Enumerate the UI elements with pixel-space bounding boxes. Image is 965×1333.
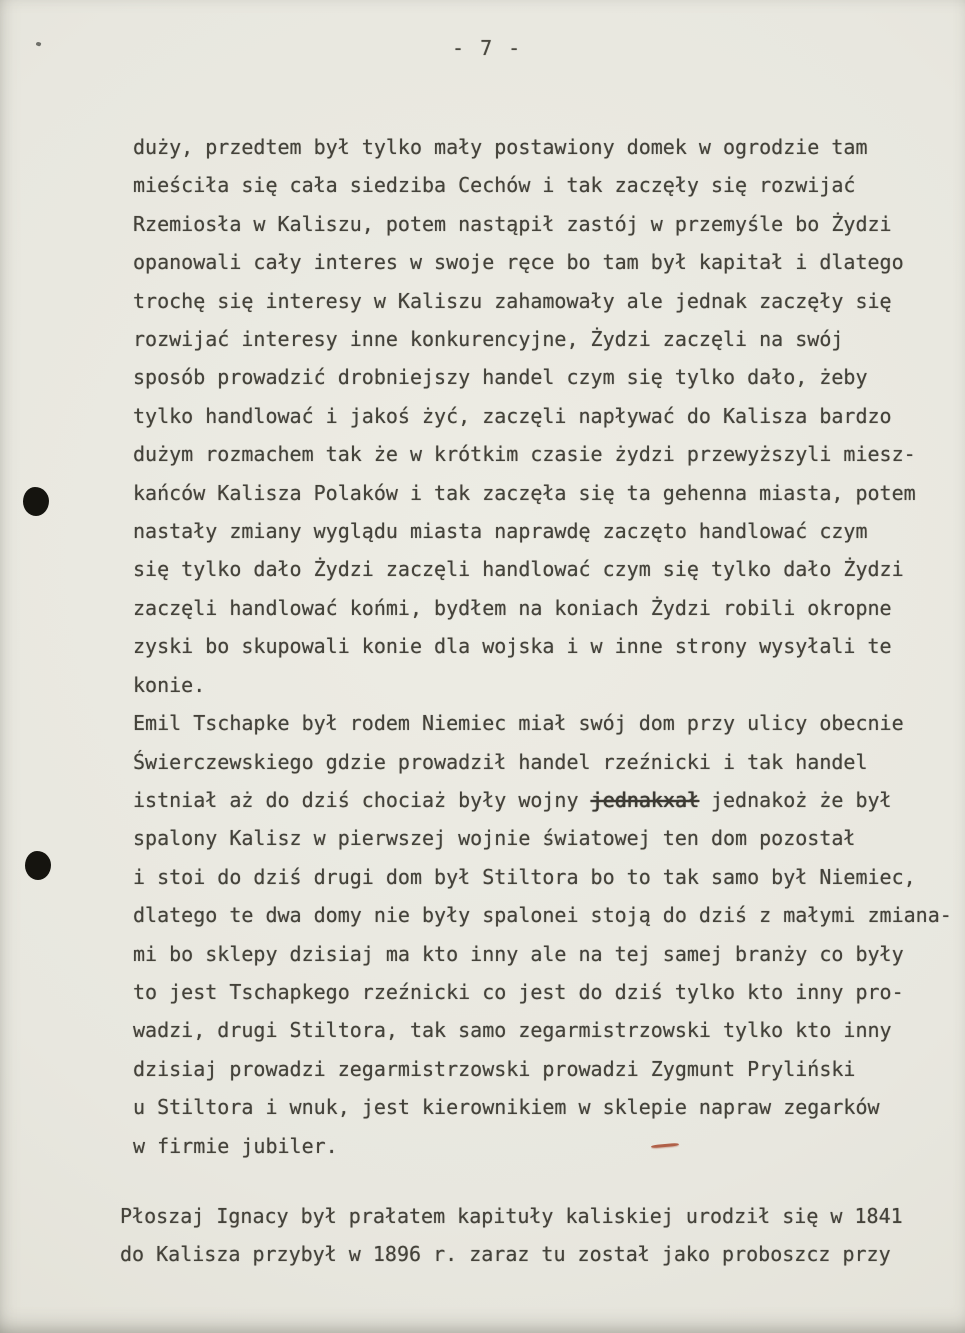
text-segment: dlatego te dwa domy nie były spalonei stoją do dziś z małymi zmiana- <box>133 903 952 928</box>
text-segment: mieściła się cała siedziba Cechów i tak zaczęły się rozwijać <box>133 173 856 198</box>
text-segment: duży, przedtem był tylko mały postawiony domek w ogrodzie tam <box>133 135 868 159</box>
text-line <box>120 1197 958 1235</box>
text-segment: wadzi, drugi Stiltora, tak samo zegarmistrzowski tylko kto inny <box>133 1018 892 1043</box>
text-line <box>133 666 958 704</box>
text-segment: się tylko dało Żydzi zaczęli handlować czym się tylko dało Żydzi <box>133 557 904 582</box>
text-segment: nastały zmiany wyglądu miasta naprawdę zaczęto handlować czym <box>133 519 868 544</box>
text-line <box>133 512 958 550</box>
text-segment: trochę się interesy w Kaliszu zahamowały ale jednak zaczęły się <box>133 288 892 313</box>
text-line <box>133 320 958 358</box>
text-segment: u Stiltora i wnuk, jest kierownikiem w sklepie napraw zegarków <box>133 1095 880 1120</box>
text-segment: dużym rozmachem tak że w krótkim czasie żydzi przewyższyli miesz- <box>133 442 916 467</box>
hole-punch-bottom <box>25 851 51 880</box>
text-segment: jednakoż że był <box>698 787 892 812</box>
text-segment: to jest Tschapkego rzeźnicki co jest do dziś tylko kto inny pro- <box>133 979 904 1004</box>
text-line <box>133 128 958 166</box>
paper-speck <box>35 41 41 46</box>
page-number: - 7 - <box>452 36 523 60</box>
text-segment: mi bo sklepy dzisiaj ma kto inny ale na tej samej branży co były <box>133 941 904 966</box>
text-line <box>133 397 958 435</box>
text-block <box>120 128 958 1274</box>
text-line <box>133 435 958 473</box>
text-line <box>133 781 958 819</box>
text-segment: Płoszaj Ignacy był prałatem kapituły kaliskiej urodził się w 1841 <box>120 1203 903 1228</box>
text-segment: zyski bo skupowali konie dla wojska i w inne strony wysyłali te <box>133 634 892 659</box>
text-line <box>133 935 958 973</box>
text-segment: w firmie jubiler. <box>133 1133 338 1158</box>
text-line <box>133 704 958 742</box>
hole-punch-top <box>23 487 49 516</box>
text-segment: zaczęli handlować końmi, bydłem na koniach Żydzi robili okropne <box>133 595 892 620</box>
text-line <box>133 282 958 320</box>
text-segment: do Kalisza przybył w 1896 r. zaraz tu został jako proboszcz przy <box>120 1242 891 1267</box>
text-segment: sposób prowadzić drobniejszy handel czym się tylko dało, żeby <box>133 365 868 390</box>
text-line <box>133 896 958 934</box>
text-line <box>133 1011 958 1049</box>
text-segment: rozwijać interesy inne konkurencyjne, Żydzi zaczęli na swój <box>133 327 844 352</box>
text-segment: Rzemiosła w Kaliszu, potem nastąpił zastój w przemyśle bo Żydzi <box>133 211 892 236</box>
text-line <box>133 166 958 204</box>
text-segment: opanowali cały interes w swoje ręce bo tam był kapitał i dlatego <box>133 250 904 275</box>
text-line <box>133 1127 958 1165</box>
text-segment: dzisiaj prowadzi zegarmistrzowski prowadzi Zygmunt Pryliński <box>133 1056 856 1081</box>
text-line <box>133 1088 958 1126</box>
text-line <box>133 474 958 512</box>
text-line <box>133 973 958 1011</box>
text-segment: i stoi do dziś drugi dom był Stiltora bo to tak samo był Niemiec, <box>133 864 916 889</box>
text-segment: Emil Tschapke był rodem Niemiec miał swój dom przy ulicy obecnie <box>133 711 904 736</box>
text-line <box>133 819 958 857</box>
text-line <box>133 550 958 588</box>
text-segment: konie. <box>133 672 206 697</box>
text-line <box>133 627 958 665</box>
text-line <box>133 358 958 396</box>
text-segment: spalony Kalisz w pierwszej wojnie światowej ten dom pozostał <box>133 826 856 851</box>
paragraph <box>120 1197 958 1274</box>
text-segment: kańców Kalisza Polaków i tak zaczęła się ta gehenna miasta, potem <box>133 480 916 505</box>
text-line <box>133 243 958 281</box>
text-line <box>133 858 958 896</box>
paragraph <box>133 128 958 1165</box>
struck-text: jednakxał <box>590 787 699 812</box>
text-line <box>120 1235 958 1273</box>
text-line <box>133 743 958 781</box>
text-segment: istniał aż do dziś chociaż były wojny <box>133 787 591 812</box>
text-segment: tylko handlować i jakoś żyć, zaczęli napływać do Kalisza bardzo <box>133 403 892 428</box>
text-line <box>133 205 958 243</box>
text-segment: Świerczewskiego gdzie prowadził handel rzeźnicki i tak handel <box>133 749 868 774</box>
text-line <box>133 1050 958 1088</box>
text-line <box>133 589 958 627</box>
